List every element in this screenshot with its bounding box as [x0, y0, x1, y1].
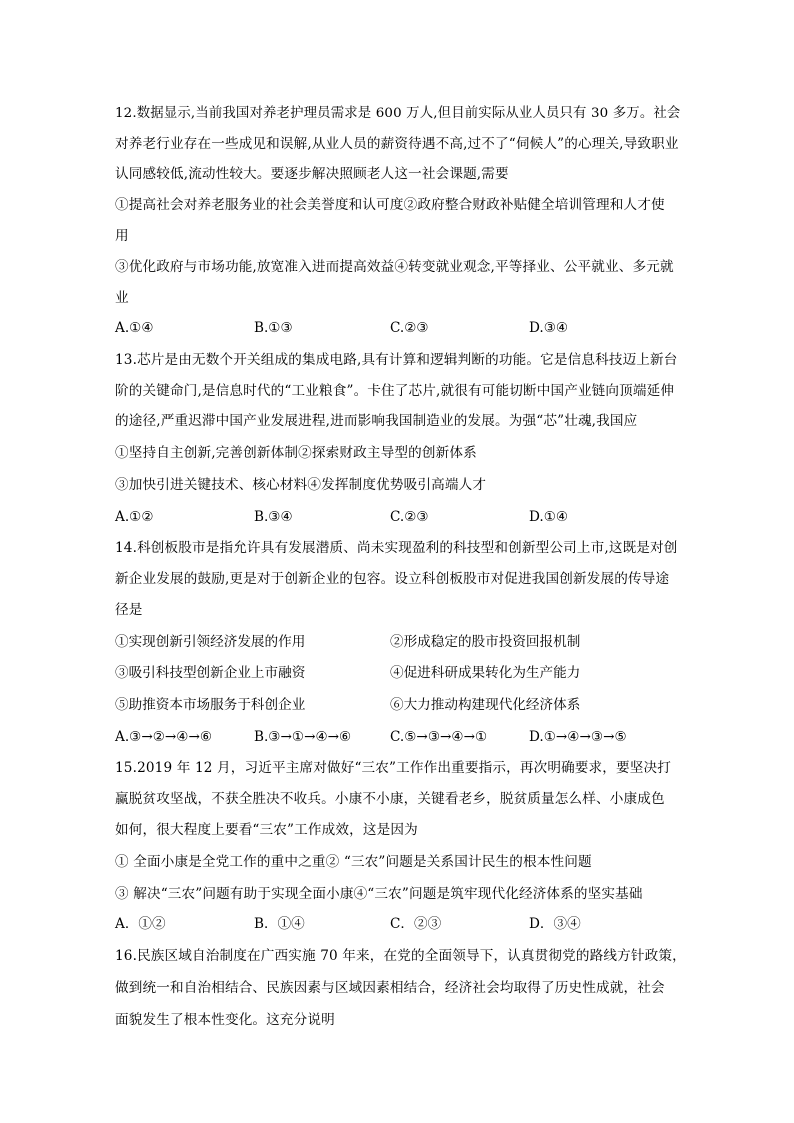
question-16-line-1: 16.民族区域自治制度在广西实施 70 年来，在党的全面领导下，认真贯彻党的路线方针政策，: [115, 948, 686, 964]
question-14-item-1: ①实现创新引领经济发展的作用: [115, 634, 306, 650]
question-13-option-a: A.①②: [115, 509, 154, 525]
question-14-item-2: ②形成稳定的股市投资回报机制: [390, 634, 581, 650]
question-14-option-c: C.⑤→③→④→①: [390, 729, 488, 745]
question-13-option-d: D.①④: [529, 509, 569, 525]
question-12-option-b: B.①③: [254, 320, 293, 336]
question-13-line-1: 13.芯片是由无数个开关组成的集成电路,具有计算和逻辑判断的功能。它是信息科技迈上新台: [115, 352, 678, 368]
question-14-option-d: D.①→④→③→⑤: [529, 729, 627, 745]
question-13-option-c: C.②③: [390, 509, 429, 525]
question-14-item-5: ⑤助推资本市场服务于科创企业: [115, 697, 306, 713]
question-12-line-1: 12.数据显示,当前我国对养老护理员需求是 600 万人,但目前实际从业人员只有 30 多万。社会: [115, 106, 681, 121]
question-13-line-2: 阶的关键命门,是信息时代的“工业粮食”。卡住了芯片,就很有可能切断中国产业链向顶端延伸: [115, 383, 675, 399]
question-15-option-a: A．①②: [115, 916, 166, 932]
question-13-line-5: ③加快引进关键技术、核心材料④发挥制度优势吸引高端人才: [115, 477, 487, 493]
question-14-line-1: 14.科创板股市是指允许具有发展潜质、尚未实现盈利的科技型和创新型公司上市,这既是对创: [115, 540, 678, 556]
question-16-line-3: 面貌发生了根本性变化。这充分说明: [115, 1012, 335, 1028]
question-15-line-1: 15.2019 年 12 月，习近平主席对做好“三农”工作作出重要指示，再次明确要求，要坚决打: [115, 760, 672, 776]
question-16-line-2: 做到统一和自治相结合、民族因素与区域因素相结合，经济社会均取得了历史性成就，社会: [115, 980, 665, 996]
question-14-option-b: B.③→①→④→⑥: [254, 729, 352, 745]
question-14-line-3: 径是: [115, 602, 143, 618]
question-13-option-b: B.③④: [254, 509, 293, 525]
question-12-option-a: A.①④: [115, 320, 154, 336]
question-15-line-3: 如何，很大程度上要看“三农”工作成效，这是因为: [115, 822, 418, 838]
question-12-line-4: ①提高社会对养老服务业的社会美誉度和认可度②政府整合财政补贴健全培训管理和人才使: [115, 197, 665, 213]
question-12-line-5: 用: [115, 228, 129, 244]
question-14-item-3: ③吸引科技型创新企业上市融资: [115, 665, 306, 681]
question-15-line-2: 赢脱贫攻坚战，不获全胜决不收兵。小康不小康，关键看老乡，脱贫质量怎么样、小康成色: [115, 791, 665, 807]
question-15-line-5: ③ 解决“三农”问题有助于实现全面小康④“三农”问题是筑牢现代化经济体系的坚实基础: [115, 886, 643, 902]
question-12-option-d: D.③④: [529, 320, 569, 336]
question-13-line-3: 的途径,严重迟滞中国产业发展进程,进而影响我国制造业的发展。为强“芯”壮魂,我国应: [115, 413, 638, 429]
question-15-option-d: D．③④: [529, 916, 581, 932]
question-12-line-2: 对养老行业存在一些成见和误解,从业人员的薪资待遇不高,过不了“伺候人”的心理关,导致职业: [115, 136, 679, 152]
question-15-line-4: ① 全面小康是全党工作的重中之重② “三农”问题是关系国计民生的根本性问题: [115, 854, 592, 870]
question-14-option-a: A.③→②→④→⑥: [115, 729, 213, 745]
question-14-item-6: ⑥大力推动构建现代化经济体系: [390, 697, 581, 713]
question-14-item-4: ④促进科研成果转化为生产能力: [390, 665, 581, 681]
question-12-line-3: 认同感较低,流动性较大。要逐步解决照顾老人这一社会课题,需要: [115, 166, 509, 182]
question-13-line-4: ①坚持自主创新,完善创新体制②探索财政主导型的创新体系: [115, 445, 477, 461]
question-15-option-b: B．①④: [254, 916, 305, 932]
question-12-line-6: ③优化政府与市场功能,放宽准入进而提高效益④转变就业观念,平等择业、公平就业、多元就: [115, 259, 674, 275]
question-15-option-c: C．②③: [390, 916, 442, 932]
question-12-line-7: 业: [115, 290, 129, 306]
question-14-line-2: 新企业发展的鼓励,更是对于创新企业的包容。设立科创板股市对促进我国创新发展的传导途: [115, 571, 670, 587]
question-12-option-c: C.②③: [390, 320, 429, 336]
